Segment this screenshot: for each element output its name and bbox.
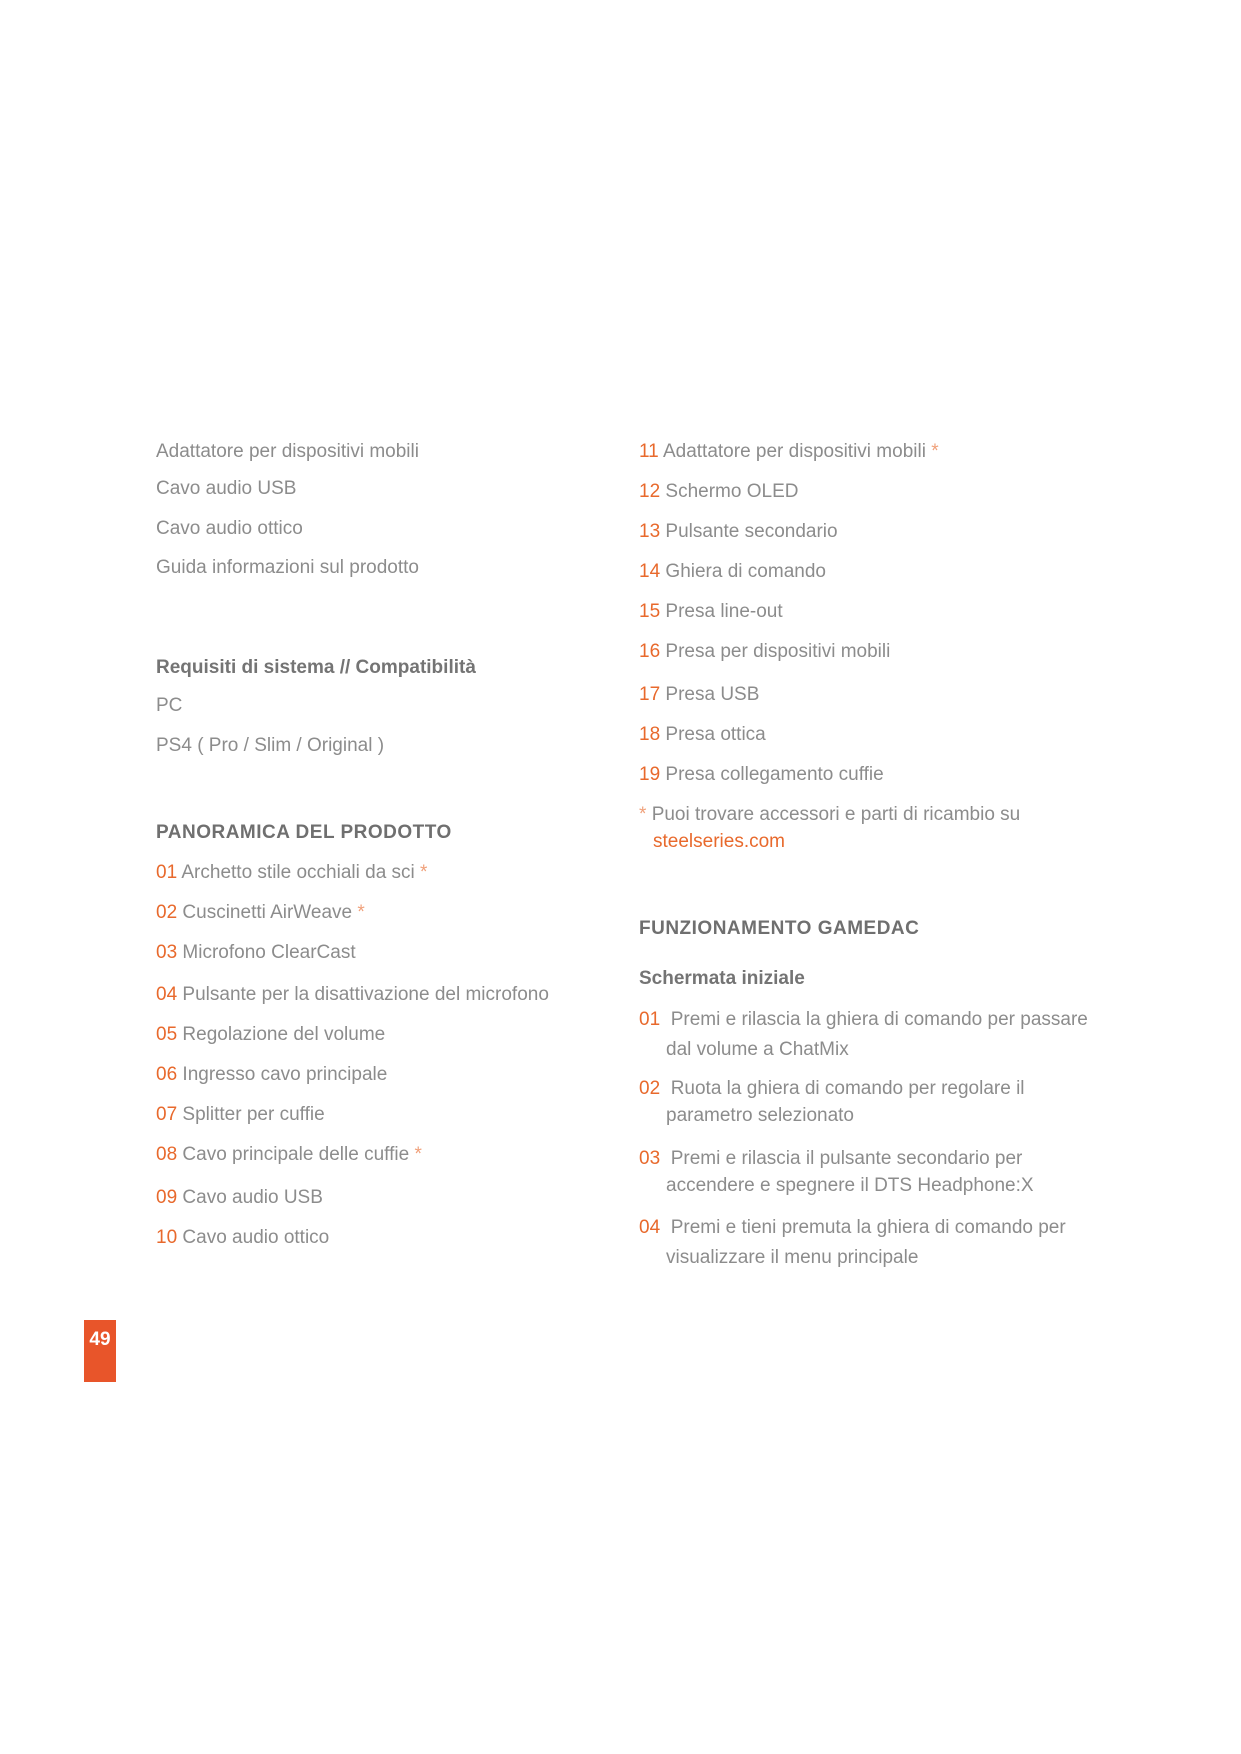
footnote [639, 804, 1020, 826]
item-number: 01 [156, 862, 178, 883]
gamedac-step-cont: accendere e spegnere il DTS Headphone:X [666, 1175, 1034, 1196]
requirement-item: PS4 ( Pro / Slim / Original ) [156, 735, 385, 756]
gamedac-step [639, 1009, 1088, 1031]
item-label: Cavo audio USB [182, 1187, 323, 1208]
item-label: Adattatore per dispositivi mobili [662, 441, 926, 462]
gamedac-step [639, 1078, 1025, 1100]
overview-item [156, 1064, 387, 1086]
step-text: Premi e rilascia il pulsante secondario per [670, 1148, 1023, 1169]
requirement-item: PC [156, 695, 183, 716]
item-number: 04 [156, 984, 178, 1005]
item-number: 14 [639, 561, 661, 582]
item-label: Cuscinetti AirWeave [182, 902, 353, 923]
item-number: 10 [156, 1227, 178, 1248]
item-number: 12 [639, 481, 661, 502]
item-label: Cavo audio ottico [182, 1227, 330, 1248]
asterisk: * [931, 441, 939, 462]
item-number: 15 [639, 601, 661, 622]
item-number: 18 [639, 724, 661, 745]
box-item: Cavo audio ottico [156, 518, 303, 539]
asterisk: * [639, 804, 647, 825]
item-label: Archetto stile occhiali da sci [181, 862, 415, 883]
overview-item [156, 1024, 385, 1046]
step-number: 04 [639, 1217, 661, 1238]
steelseries-link[interactable]: steelseries.com [653, 831, 785, 852]
overview-title: PANORAMICA DEL PRODOTTO [156, 822, 452, 843]
overview-item [156, 862, 427, 884]
item-number: 09 [156, 1187, 178, 1208]
item-label: Splitter per cuffie [182, 1104, 325, 1125]
item-label: Microfono ClearCast [182, 942, 356, 963]
item-label: Presa ottica [665, 724, 766, 745]
overview-item [156, 1144, 422, 1166]
item-label: Schermo OLED [665, 481, 799, 502]
overview-item [156, 1104, 325, 1126]
item-number: 05 [156, 1024, 178, 1045]
overview-item [639, 441, 939, 463]
gamedac-step-cont: dal volume a ChatMix [666, 1039, 849, 1060]
item-label: Pulsante secondario [665, 521, 838, 542]
gamedac-step [639, 1217, 1066, 1239]
overview-item [639, 601, 783, 623]
item-label: Ghiera di comando [665, 561, 826, 582]
overview-item [639, 724, 766, 746]
step-text: Premi e rilascia la ghiera di comando per passare [670, 1009, 1088, 1030]
item-number: 17 [639, 684, 661, 705]
overview-item [639, 641, 890, 663]
item-label: Presa collegamento cuffie [665, 764, 884, 785]
item-number: 08 [156, 1144, 178, 1165]
item-number: 19 [639, 764, 661, 785]
overview-item [156, 902, 365, 924]
overview-item [639, 764, 884, 786]
overview-item [639, 481, 798, 503]
asterisk: * [420, 862, 428, 883]
gamedac-step [639, 1148, 1022, 1170]
footnote-text: Puoi trovare accessori e parti di ricambio su [651, 804, 1021, 825]
item-label: Regolazione del volume [182, 1024, 386, 1045]
item-number: 07 [156, 1104, 178, 1125]
step-text: Ruota la ghiera di comando per regolare il [670, 1078, 1025, 1099]
item-number: 11 [639, 441, 659, 462]
asterisk: * [414, 1144, 422, 1165]
item-label: Ingresso cavo principale [182, 1064, 388, 1085]
page-number: 49 [84, 1320, 116, 1382]
gamedac-title: FUNZIONAMENTO GAMEDAC [639, 918, 920, 939]
asterisk: * [357, 902, 365, 923]
overview-item [156, 942, 356, 964]
overview-item [156, 1227, 329, 1249]
overview-item [639, 684, 759, 706]
step-number: 03 [639, 1148, 661, 1169]
step-number: 02 [639, 1078, 661, 1099]
overview-item [639, 521, 838, 543]
item-number: 13 [639, 521, 661, 542]
box-item: Guida informazioni sul prodotto [156, 557, 419, 578]
box-item: Cavo audio USB [156, 478, 297, 499]
gamedac-step-cont: parametro selezionato [666, 1105, 854, 1126]
gamedac-step-cont: visualizzare il menu principale [666, 1247, 919, 1268]
overview-item [639, 561, 826, 583]
item-label: Presa USB [665, 684, 760, 705]
item-number: 03 [156, 942, 178, 963]
gamedac-subtitle: Schermata iniziale [639, 968, 805, 989]
overview-item [156, 1187, 323, 1209]
item-label: Cavo principale delle cuffie [182, 1144, 410, 1165]
step-text: Premi e tieni premuta la ghiera di comando per [670, 1217, 1066, 1238]
step-number: 01 [639, 1009, 661, 1030]
requirements-title: Requisiti di sistema // Compatibilità [156, 657, 476, 678]
item-number: 02 [156, 902, 178, 923]
item-label: Presa per dispositivi mobili [665, 641, 891, 662]
item-label: Pulsante per la disattivazione del microfono [182, 984, 549, 1005]
item-number: 06 [156, 1064, 178, 1085]
item-number: 16 [639, 641, 661, 662]
item-label: Presa line-out [665, 601, 783, 622]
box-item: Adattatore per dispositivi mobili [156, 441, 419, 462]
overview-item [156, 984, 549, 1006]
